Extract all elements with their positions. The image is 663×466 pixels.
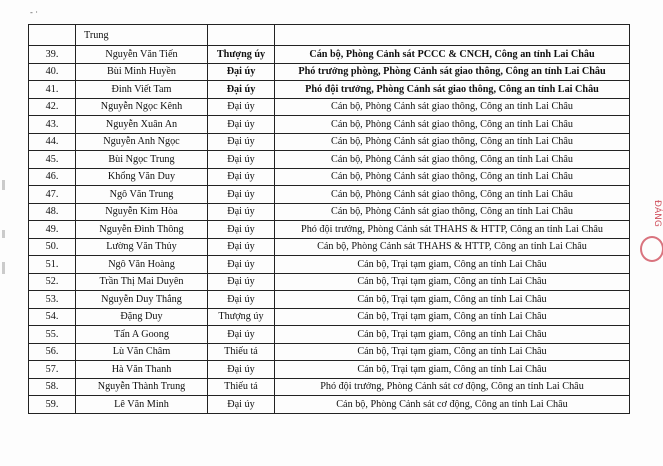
- cell-rank: Đại úy: [208, 133, 275, 151]
- cell-no: 57.: [29, 361, 76, 379]
- cell-name: Lê Văn Minh: [76, 396, 208, 414]
- cell-no: 42.: [29, 98, 76, 116]
- cell-name: Đặng Duy: [76, 308, 208, 326]
- cell-position: Cán bộ, Phòng Cảnh sát cơ động, Công an tỉnh Lai Châu: [275, 396, 630, 414]
- cell-name: Đinh Viết Tam: [76, 81, 208, 99]
- cell-no: 50.: [29, 238, 76, 256]
- cell-position: Cán bộ, Trại tạm giam, Công an tỉnh Lai Châu: [275, 273, 630, 291]
- cell-name: Nguyễn Thành Trung: [76, 378, 208, 396]
- cell-no: 39.: [29, 46, 76, 64]
- cell-position: Cán bộ, Phòng Cảnh sát giao thông, Công an tỉnh Lai Châu: [275, 98, 630, 116]
- cell-position: Cán bộ, Phòng Cảnh sát PCCC & CNCH, Công an tỉnh Lai Châu: [275, 46, 630, 64]
- cell-name: Ngô Văn Hoàng: [76, 256, 208, 274]
- cell-no: 56.: [29, 343, 76, 361]
- cell-position: Cán bộ, Trại tạm giam, Công an tỉnh Lai Châu: [275, 308, 630, 326]
- table-row: [29, 291, 630, 309]
- personnel-table: [28, 24, 630, 414]
- table-row: [29, 186, 630, 204]
- cell-rank: Đại úy: [208, 98, 275, 116]
- table-row: [29, 46, 630, 64]
- table-row: [29, 221, 630, 239]
- cell-name: Nguyễn Duy Thắng: [76, 291, 208, 309]
- table-row: [29, 273, 630, 291]
- cell-rank: Đại úy: [208, 63, 275, 81]
- cell-no: 43.: [29, 116, 76, 134]
- cell-position: Cán bộ, Trại tạm giam, Công an tỉnh Lai Châu: [275, 256, 630, 274]
- cell-rank: Đại úy: [208, 81, 275, 99]
- cell-rank: Thiếu tá: [208, 378, 275, 396]
- cell-rank: Đại úy: [208, 326, 275, 344]
- cell-name: Nguyễn Văn Tiến: [76, 46, 208, 64]
- cell-no: 41.: [29, 81, 76, 99]
- cell-rank: Đại úy: [208, 168, 275, 186]
- cell-name: Nguyễn Đình Thông: [76, 221, 208, 239]
- cell-no: [29, 25, 76, 46]
- table-row: [29, 116, 630, 134]
- cell-name: Khổng Văn Duy: [76, 168, 208, 186]
- cell-rank: Đại úy: [208, 221, 275, 239]
- table-row: [29, 396, 630, 414]
- cell-position: Phó đội trưởng, Phòng Cảnh sát THAHS & HTTP, Công an tỉnh Lai Châu: [275, 221, 630, 239]
- table-row: [29, 133, 630, 151]
- table-row: [29, 238, 630, 256]
- scan-edge-mark: [2, 230, 5, 238]
- cell-rank: Thượng úy: [208, 46, 275, 64]
- cell-no: 55.: [29, 326, 76, 344]
- cell-name: Nguyễn Xuân An: [76, 116, 208, 134]
- cell-rank: Thượng úy: [208, 308, 275, 326]
- cell-name: Trung: [76, 25, 208, 46]
- cell-rank: Đại úy: [208, 151, 275, 169]
- cell-no: 46.: [29, 168, 76, 186]
- cell-no: 48.: [29, 203, 76, 221]
- cell-no: 53.: [29, 291, 76, 309]
- cell-position: Cán bộ, Trại tạm giam, Công an tỉnh Lai Châu: [275, 361, 630, 379]
- cell-position: Cán bộ, Phòng Cảnh sát giao thông, Công an tỉnh Lai Châu: [275, 186, 630, 204]
- table-row: [29, 203, 630, 221]
- cell-no: 45.: [29, 151, 76, 169]
- cell-name: Tẩn A Goong: [76, 326, 208, 344]
- cell-position: Cán bộ, Trại tạm giam, Công an tỉnh Lai Châu: [275, 343, 630, 361]
- cell-no: 54.: [29, 308, 76, 326]
- scan-edge-mark: [2, 262, 5, 274]
- scan-mark: - ·: [30, 8, 38, 17]
- cell-no: 59.: [29, 396, 76, 414]
- table-row: [29, 308, 630, 326]
- cell-position: Cán bộ, Phòng Cảnh sát giao thông, Công an tỉnh Lai Châu: [275, 203, 630, 221]
- table-row: [29, 343, 630, 361]
- cell-position: Cán bộ, Trại tạm giam, Công an tỉnh Lai Châu: [275, 291, 630, 309]
- cell-position: Cán bộ, Phòng Cảnh sát giao thông, Công an tỉnh Lai Châu: [275, 151, 630, 169]
- cell-rank: Đại úy: [208, 186, 275, 204]
- cell-no: 52.: [29, 273, 76, 291]
- table-row: [29, 63, 630, 81]
- cell-name: Trần Thị Mai Duyên: [76, 273, 208, 291]
- cell-name: Nguyễn Ngọc Kênh: [76, 98, 208, 116]
- cell-position: [275, 25, 630, 46]
- cell-name: Lường Văn Thủy: [76, 238, 208, 256]
- table-row-continued: [29, 25, 630, 46]
- cell-position: Cán bộ, Phòng Cảnh sát giao thông, Công an tỉnh Lai Châu: [275, 116, 630, 134]
- cell-name: Bùi Minh Huyền: [76, 63, 208, 81]
- cell-position: Phó đội trưởng, Phòng Cảnh sát cơ động, Công an tỉnh Lai Châu: [275, 378, 630, 396]
- red-stamp-text: ĐẢNG: [652, 200, 662, 227]
- table-row: [29, 81, 630, 99]
- cell-no: 44.: [29, 133, 76, 151]
- cell-name: Bùi Ngọc Trung: [76, 151, 208, 169]
- cell-no: 40.: [29, 63, 76, 81]
- cell-position: Phó trưởng phòng, Phòng Cảnh sát giao thông, Công an tỉnh Lai Châu: [275, 63, 630, 81]
- cell-name: Ngô Văn Trung: [76, 186, 208, 204]
- cell-rank: Đại úy: [208, 291, 275, 309]
- cell-no: 49.: [29, 221, 76, 239]
- table-row: [29, 361, 630, 379]
- cell-rank: Đại úy: [208, 273, 275, 291]
- cell-position: Cán bộ, Trại tạm giam, Công an tỉnh Lai Châu: [275, 326, 630, 344]
- cell-no: 47.: [29, 186, 76, 204]
- cell-rank: Đại úy: [208, 256, 275, 274]
- table-row: [29, 98, 630, 116]
- cell-no: 58.: [29, 378, 76, 396]
- cell-position: Cán bộ, Phòng Cảnh sát THAHS & HTTP, Công an tỉnh Lai Châu: [275, 238, 630, 256]
- table-row: [29, 168, 630, 186]
- cell-rank: Đại úy: [208, 396, 275, 414]
- table-row: [29, 256, 630, 274]
- cell-rank: Đại úy: [208, 238, 275, 256]
- cell-position: Cán bộ, Phòng Cảnh sát giao thông, Công an tỉnh Lai Châu: [275, 168, 630, 186]
- table-row: [29, 378, 630, 396]
- cell-rank: Đại úy: [208, 203, 275, 221]
- cell-rank: [208, 25, 275, 46]
- cell-name: Nguyễn Anh Ngọc: [76, 133, 208, 151]
- cell-rank: Đại úy: [208, 116, 275, 134]
- table-row: [29, 326, 630, 344]
- cell-name: Hà Văn Thanh: [76, 361, 208, 379]
- cell-rank: Đại úy: [208, 361, 275, 379]
- cell-position: Phó đội trưởng, Phòng Cảnh sát giao thông, Công an tỉnh Lai Châu: [275, 81, 630, 99]
- table-row: [29, 151, 630, 169]
- scan-edge-mark: [2, 180, 5, 190]
- cell-name: Nguyễn Kim Hòa: [76, 203, 208, 221]
- cell-name: Lù Văn Châm: [76, 343, 208, 361]
- cell-rank: Thiếu tá: [208, 343, 275, 361]
- cell-no: 51.: [29, 256, 76, 274]
- cell-position: Cán bộ, Phòng Cảnh sát giao thông, Công an tỉnh Lai Châu: [275, 133, 630, 151]
